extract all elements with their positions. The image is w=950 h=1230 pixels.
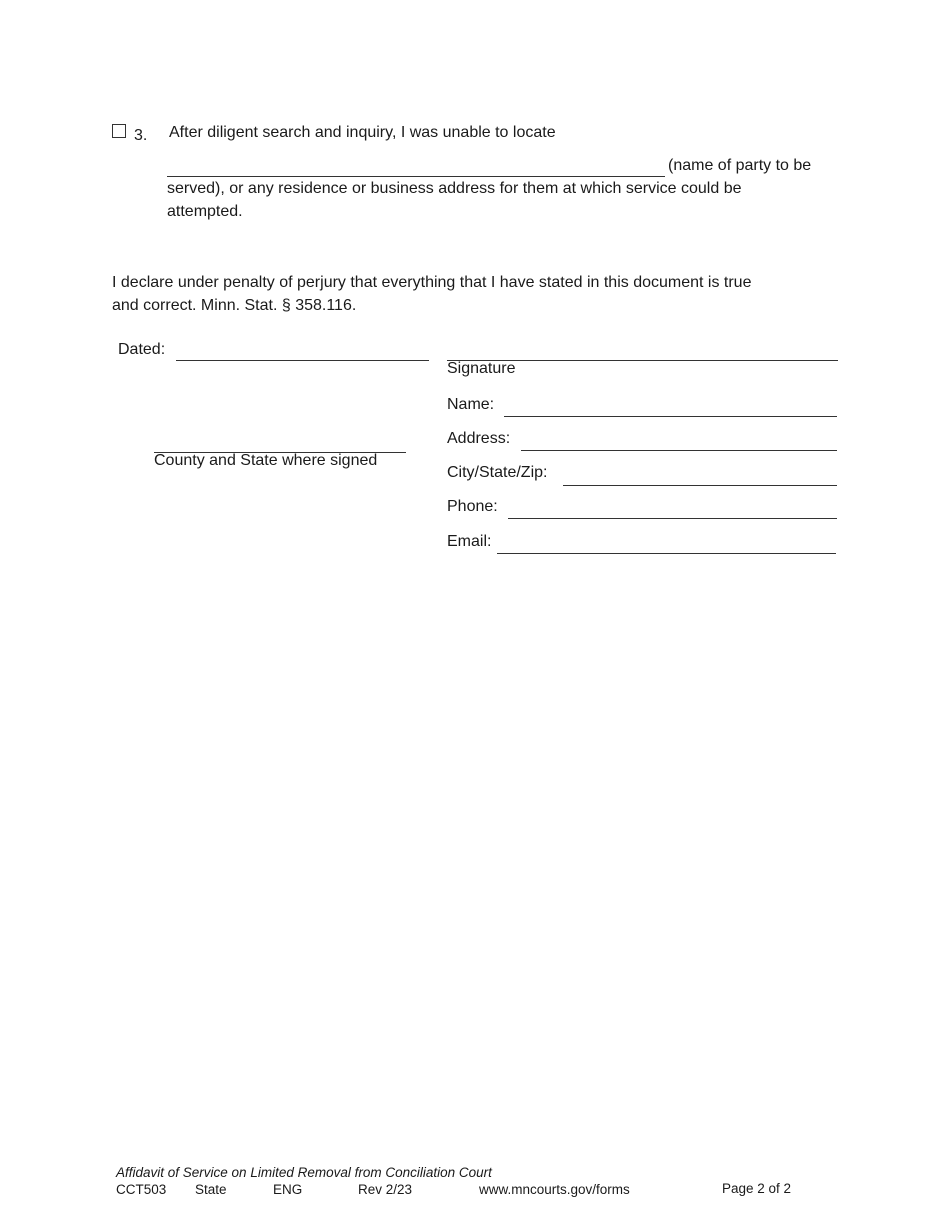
dated-label: Dated:: [118, 341, 166, 358]
city-state-zip-field[interactable]: [563, 485, 837, 486]
item-3-checkbox[interactable]: [112, 124, 126, 138]
footer-website: www.mncourts.gov/forms: [479, 1182, 630, 1197]
signature-label: Signature: [447, 360, 516, 377]
address-field[interactable]: [521, 450, 837, 451]
declaration-line-1: I declare under penalty of perjury that everything that I have stated in this document is true: [112, 274, 752, 291]
item-3-line-3: attempted.: [167, 203, 243, 220]
phone-field[interactable]: [508, 518, 837, 519]
footer-form-code: CCT503: [116, 1182, 167, 1197]
dated-field[interactable]: [176, 360, 429, 361]
item-3-line-1: After diligent search and inquiry, I was unable to locate: [169, 124, 556, 141]
item-3-line-2: served), or any residence or business address for them at which service could be: [167, 180, 742, 197]
name-field[interactable]: [504, 416, 837, 417]
footer-form-title: Affidavit of Service on Limited Removal from Conciliation Court: [116, 1165, 492, 1180]
footer-jurisdiction: State: [195, 1182, 227, 1197]
footer-page-number: Page 2 of 2: [722, 1181, 792, 1196]
address-label: Address:: [447, 430, 511, 447]
party-name-hint: (name of party to be: [668, 157, 812, 174]
item-3-number: 3.: [134, 127, 148, 144]
phone-label: Phone:: [447, 498, 498, 515]
county-state-label: County and State where signed: [154, 452, 378, 469]
footer-language: ENG: [273, 1182, 303, 1197]
email-label: Email:: [447, 533, 492, 550]
declaration-line-2: and correct. Minn. Stat. § 358.116.: [112, 297, 357, 314]
email-field[interactable]: [497, 553, 836, 554]
city-state-zip-label: City/State/Zip:: [447, 464, 548, 481]
name-label: Name:: [447, 396, 495, 413]
footer-revision: Rev 2/23: [358, 1182, 413, 1197]
